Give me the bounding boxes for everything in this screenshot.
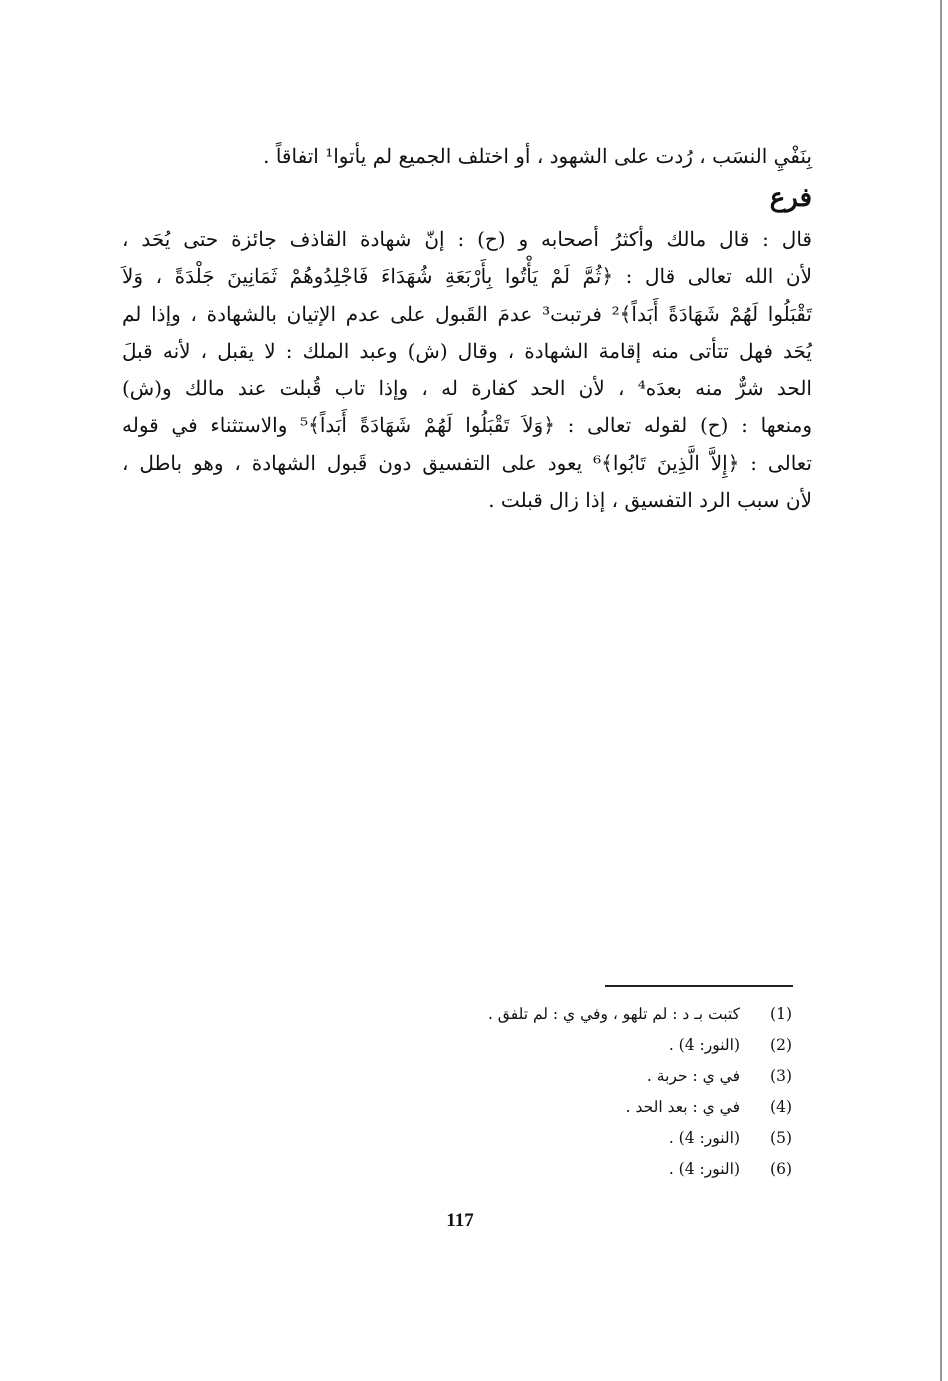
paragraph-line: ومنعها : (ح) لقوله تعالى : ﴿وَلاَ تَقْبَلُوا لَهُمْ شَهَادَةً أَبَداً﴾⁵ والاستثناء في قوله xyxy=(122,413,812,438)
footnote-number: (1) xyxy=(770,1004,792,1023)
footnote-number: (5) xyxy=(770,1128,792,1147)
footnote-text: (النور: 4) . xyxy=(668,1035,740,1054)
paragraph-line: تعالى : ﴿إِلاَّ الَّذِينَ تَابُوا﴾⁶ يعود على التفسيق دون قَبول الشهادة ، وهو باطل ، xyxy=(122,450,813,475)
footnote xyxy=(300,1122,800,1153)
paragraph xyxy=(122,221,812,519)
section-heading: فرع xyxy=(769,183,812,213)
footnote-text: في ي : حربة . xyxy=(646,1066,740,1085)
paragraph-line: الحد شرٌّ منه بعدَه⁴ ، لأن الحد كفارة له ، وإذا تاب قُبلت عند مالك و(ش) xyxy=(122,376,812,401)
paragraph-line: يُحَد فهل تتأتى منه إقامة الشهادة ، وقال (ش) وعبد الملك : لا يقبل ، لأنه قبلَ xyxy=(122,338,812,363)
footnote xyxy=(300,1029,800,1060)
paragraph-line: لأن الله تعالى قال : ﴿ثُمَّ لَمْ يَأْتُوا بِأَرْبَعَةِ شُهَدَاءَ فَاجْلِدُوهُمْ ثَمَانِينَ جَلْدَةً ، وَلاَ xyxy=(122,264,812,289)
footnote-number: (4) xyxy=(770,1097,792,1116)
main-text xyxy=(122,138,812,519)
footnote-number: (2) xyxy=(770,1035,792,1054)
footnote-separator xyxy=(605,985,793,987)
footnote xyxy=(300,1060,800,1091)
footnote-text: (النور: 4) . xyxy=(668,1159,740,1178)
paragraph-line: لأن سبب الرد التفسيق ، إذا زال قبلت . xyxy=(488,488,812,513)
footnote-text: (النور: 4) . xyxy=(668,1128,740,1147)
footnote xyxy=(300,998,800,1029)
footnote-number: (3) xyxy=(770,1066,792,1085)
paragraph-line: تَقْبَلُوا لَهُمْ شَهَادَةً أَبَداً﴾² فرتبت³ عدمَ القَبول على عدم الإتيان بالشهادة ، وإذا لم xyxy=(122,301,812,326)
opening-line: بِنَفْيِ النسَب ، رُدت على الشهود ، أو اختلف الجميع لم يأتوا¹ اتفاقاً . xyxy=(263,144,812,168)
footnotes xyxy=(300,998,800,1184)
paragraph-line: قال : قال مالك وأكثرُ أصحابه و (ح) : إنّ شهادة القاذف جائزة حتى يُحَد ، xyxy=(122,227,812,251)
footnote-text: كتبت بـ د : لم تلهو ، وفي ي : لم تلفق . xyxy=(487,1004,740,1023)
footnote xyxy=(300,1153,800,1184)
footnote-number: (6) xyxy=(770,1159,792,1178)
page-edge-line xyxy=(940,0,942,1381)
page-number: 117 xyxy=(446,1210,474,1231)
footnote-text: في ي : بعد الحد . xyxy=(625,1097,740,1116)
footnote xyxy=(300,1091,800,1122)
